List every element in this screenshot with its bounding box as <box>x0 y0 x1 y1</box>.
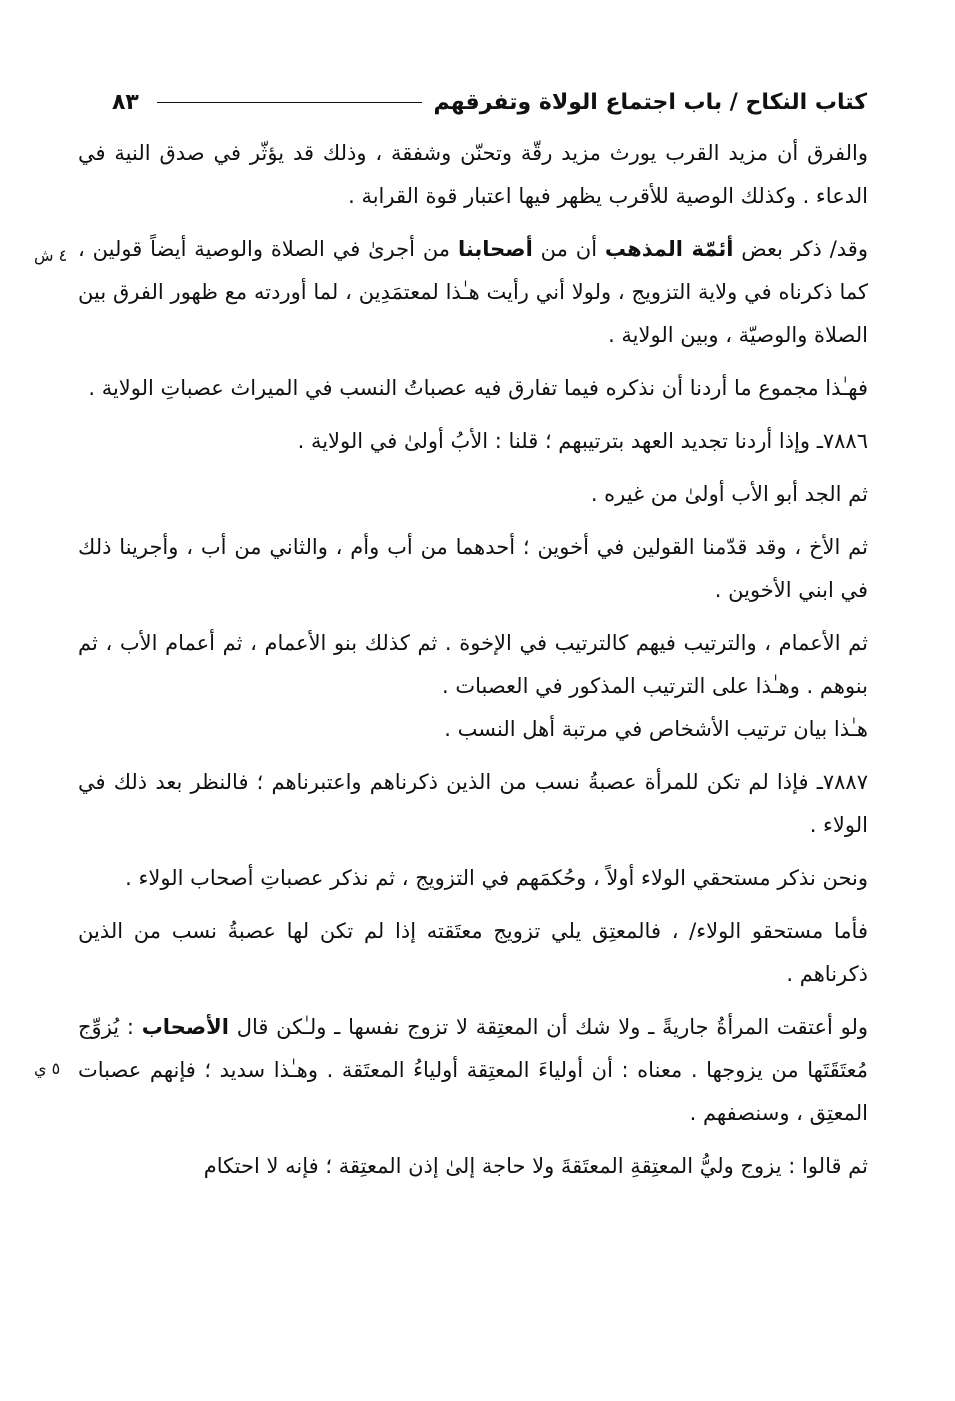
header-rule <box>157 102 422 103</box>
page-body <box>78 132 868 1198</box>
paragraph-4-numbered: ٧٨٨٦ـ وإذا أردنا تجديد العهد بترتيبهم ؛ قلنا : الأبُ أولىٰ في الولاية . <box>297 429 868 453</box>
margin-note-manuscript-2: ٥ ي <box>34 1059 61 1078</box>
paragraph-6: ثم الأخ ، وقد قدّمنا القولين في أخوين ؛ أحدهما من أب وأم ، والثاني من أب ، وأجرينا ذلك في ابني الأخوين . <box>78 535 868 602</box>
paragraph-9-numbered: ٧٨٨٧ـ فإذا لم تكن للمرأة عصبةُ نسب من الذين ذكرناهم واعتبرناهم ؛ فالنظر بعد ذلك في الولاء . <box>78 770 868 837</box>
paragraph-10: ونحن نذكر مستحقي الولاء أولاً ، وحُكمَهم في التزويج ، ثم نذكر عصباتِ أصحاب الولاء . <box>125 866 868 890</box>
paragraph-2-text-c: من أجرىٰ في الصلاة والوصية أيضاً قولين ، كما ذكرناه في ولاية التزويج ، ولولا أني رأيت هـٰذا لمعتمَدِين ، لما أوردته مع ظهور الفرق بين الصلاة والوصيّة ، وبين الولاية . <box>78 237 868 347</box>
running-header <box>112 82 867 122</box>
paragraph-7: ثم الأعمام ، والترتيب فيهم كالترتيب في الإخوة . ثم كذلك بنو الأعمام ، ثم أعمام الأب ، ثم بنوهم . وهـٰذا على الترتيب المذكور في العصبات . <box>78 631 868 698</box>
paragraph-2-bold-companions: أصحابنا <box>457 237 533 261</box>
paragraph-2 <box>78 228 868 357</box>
paragraph-2-bold-imams: أئمّة المذهب <box>604 237 734 261</box>
running-title: كتاب النكاح / باب اجتماع الولاة وتفرقهم <box>433 89 867 115</box>
paragraph-12 <box>78 1006 868 1135</box>
paragraph-11: فأما مستحقو الولاء/ ، فالمعتِق يلي تزويج معتَقته إذا لم تكن لها عصبةُ نسب من الذين ذكرناهم . <box>78 919 868 986</box>
paragraph-3: فهـٰذا مجموع ما أردنا أن نذكره فيما تفارق فيه عصباتُ النسب في الميراث عصباتِ الولاية . <box>88 376 868 400</box>
paragraph-5: ثم الجد أبو الأب أولىٰ من غيره . <box>590 482 868 506</box>
paragraph-12-bold-companions: الأصحاب <box>141 1015 229 1039</box>
paragraph-12-text-a: ولو أعتقت المرأةُ جاريةً ـ ولا شك أن المعتِقة لا تزوج نفسها ـ ولـٰكن قال <box>228 1015 868 1039</box>
paragraph-2-text-b: أن من <box>532 237 605 261</box>
paragraph-8: هـٰذا بيان ترتيب الأشخاص في مرتبة أهل النسب . <box>444 717 868 741</box>
paragraph-2-text-a: وقد/ ذكر بعض <box>733 237 868 261</box>
margin-note-manuscript-1: ٤ ش <box>34 246 68 265</box>
page-number: ٨٣ <box>112 89 139 115</box>
paragraph-12-text-b: : يُزوِّج مُعتَقَتَها من يزوجها . معناه : أن أولياءَ المعتِقة أولياءُ المعتَقة . وهـٰذا سديد ؛ فإنهم عصبات المعتِق ، وسنصفهم . <box>78 1015 868 1125</box>
paragraph-1: والفرق أن مزيد القرب يورث مزيد رقّة وتحنّن وشفقة ، وذلك قد يؤثّر في صدق النية في الدعاء . وكذلك الوصية للأقرب يظهر فيها اعتبار قوة القرابة . <box>78 141 868 208</box>
paragraph-13: ثم قالوا : يزوج وليُّ المعتِقةِ المعتَقةَ ولا حاجة إلىٰ إذن المعتِقة ؛ فإنه لا احتكام <box>203 1154 868 1178</box>
